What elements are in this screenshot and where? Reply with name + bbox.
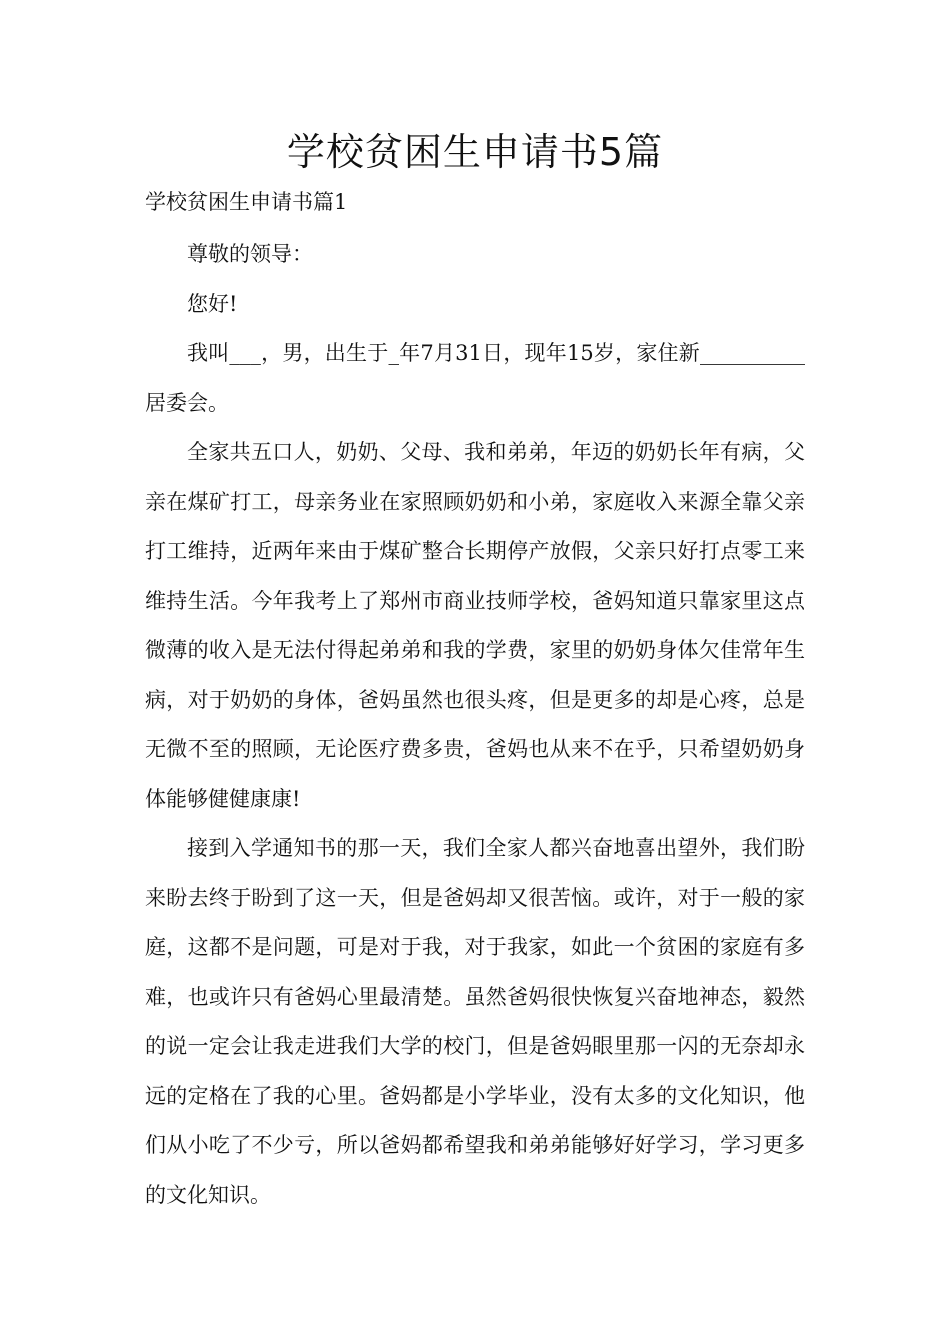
section-heading: 学校贫困生申请书篇1 [145, 190, 348, 214]
hello-line: 您好! [187, 291, 238, 316]
paragraph-personal-info: 我叫___，男，出生于_年7月31日，现年15岁，家住新__________居委会。 [145, 341, 805, 415]
paragraph-family-situation: 全家共五口人，奶奶、父母、我和弟弟，年迈的奶奶长年有病，父亲在煤矿打工，母亲务业在家照顾奶奶和小弟，家庭收入来源全靠父亲打工维持，近两年来由于煤矿整合长期停产放假，父亲只好打点零工来维持生活。今年我考上了郑州市商业技师学校，爸妈知道只靠家里这点微薄的收入是无法付得起弟弟和我的学费，家里的奶奶身体欠佳常年生病，对于奶奶的身体，爸妈虽然也很头疼，但是更多的却是心疼，总是无微不至的照顾，无论医疗费多贵，爸妈也从来不在乎，只希望奶奶身体能够健健康康! [145, 440, 805, 811]
document-title: 学校贫困生申请书5篇 [286, 130, 664, 174]
paragraph-admission-story: 接到入学通知书的那一天，我们全家人都兴奋地喜出望外，我们盼来盼去终于盼到了这一天，但是爸妈却又很苦恼。或许，对于一般的家庭，这都不是问题，可是对于我，对于我家，如此一个贫困的家庭有多难，也或许只有爸妈心里最清楚。虽然爸妈很快恢复兴奋地神态，毅然的说一定会让我走进我们大学的校门，但是爸妈眼里那一闪的无奈却永远的定格在了我的心里。爸妈都是小学毕业，没有太多的文化知识，他们从小吃了不少亏，所以爸妈都希望我和弟弟能够好好学习，学习更多的文化知识。 [145, 836, 805, 1207]
letter-body [145, 230, 805, 1220]
greeting-line: 尊敬的领导： [187, 242, 313, 266]
